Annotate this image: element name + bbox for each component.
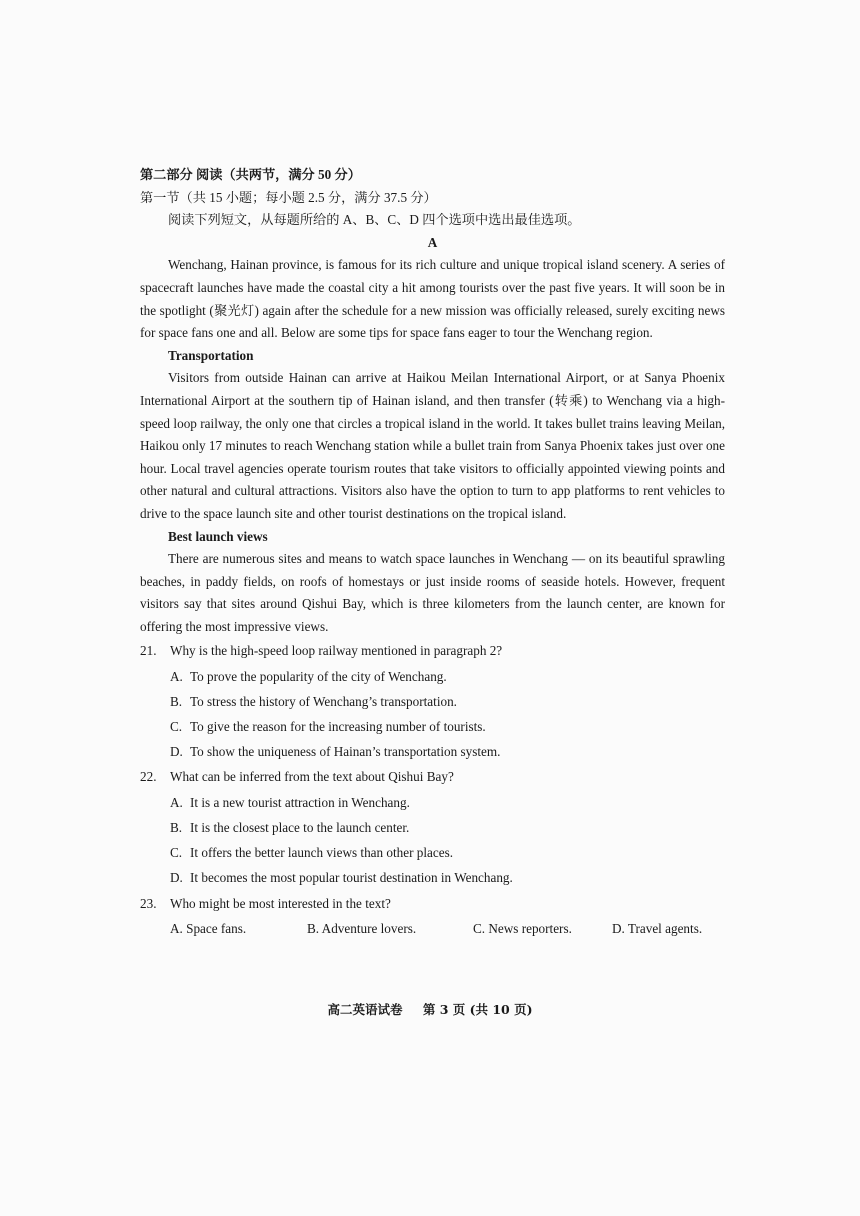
passage-label: A <box>427 234 438 250</box>
option-text: Adventure lovers. <box>321 920 417 936</box>
option-21-c[interactable] <box>140 714 725 739</box>
paragraph-3: There are numerous sites and means to watch space launches in Wenchang — on its beautiful sprawling beaches, in paddy fields, on roofs of homestays or just inside rooms of seaside hotels. However, frequent visitors say that sites around Qishui Bay, which is three kilometers from the launch center, are known for offering the most impressive views. <box>140 551 725 634</box>
option-text: News reporters. <box>488 920 572 936</box>
option-letter: D. <box>612 920 625 936</box>
question-text: Why is the high-speed loop railway mentioned in paragraph 2? <box>170 643 503 659</box>
option-letter: C. <box>473 920 486 936</box>
option-22-d[interactable] <box>140 865 725 890</box>
option-text: Travel agents. <box>627 920 703 936</box>
paragraph-1: Wenchang, Hainan province, is famous for its rich culture and unique tropical island scenery. A series of spacecraft launches have made the coastal city a hit among tourists over the past five years. It will soon be in the spotlight (聚光灯) again after the schedule for a new mission was officially released, surely exciting news for space fans one and all. Below are some tips for space fans eager to tour the Wenchang region. <box>140 257 725 341</box>
option-23-a[interactable] <box>170 916 246 941</box>
question-text: What can be inferred from the text about Qishui Bay? <box>170 769 454 785</box>
option-text: It is the closest place to the launch center. <box>190 819 410 835</box>
paragraph-2: Visitors from outside Hainan can arrive at Haikou Meilan International Airport, or at Sanya Phoenix International Airport at the southern tip of Hainan island, and then transfer (转乘) to Wenchang via a high-speed loop railway, the only one that circles a tropical island in the world. It takes bullet trains leaving Meilan, Haikou only 17 minutes to reach Wenchang station while a bullet train from Sanya Phoenix takes just over one hour. Local travel agencies operate tourism routes that take visitors to officially appointed viewing points and other natural and cultural attractions. Visitors also have the option to turn to app platforms to rent vehicles to drive to the space launch site and other tourist destinations on the tropical island. <box>140 370 725 521</box>
subheading-transportation: Transportation <box>168 347 254 363</box>
options-23 <box>140 916 725 941</box>
option-21-b[interactable] <box>140 689 725 714</box>
option-text: To prove the popularity of the city of Wenchang. <box>190 668 447 684</box>
option-letter: B. <box>170 819 183 835</box>
reading-section <box>140 164 725 941</box>
option-letter: D. <box>170 744 183 760</box>
question-number: 21. <box>140 643 157 659</box>
option-text: It offers the better launch views than other places. <box>190 845 454 861</box>
option-text: To stress the history of Wenchang’s transportation. <box>190 693 457 709</box>
option-letter: C. <box>170 719 183 735</box>
section-header: 第二部分 阅读（共两节，满分 50 分） <box>140 167 361 182</box>
option-23-d[interactable] <box>612 916 702 941</box>
question-number: 22. <box>140 769 157 785</box>
option-letter: A. <box>170 794 183 810</box>
question-text: Who might be most interested in the text? <box>170 895 391 911</box>
option-21-a[interactable] <box>140 664 725 689</box>
option-22-a[interactable] <box>140 790 725 815</box>
option-text: It is a new tourist attraction in Wenchang. <box>190 794 410 810</box>
exam-name: 高二英语试卷 <box>327 1002 403 1017</box>
question-22 <box>140 764 725 789</box>
option-22-c[interactable] <box>140 840 725 865</box>
option-letter: B. <box>307 920 320 936</box>
option-text: To give the reason for the increasing number of tourists. <box>190 719 486 735</box>
instructions: 阅读下列短文，从每题所给的 A、B、C、D 四个选项中选出最佳选项。 <box>168 212 581 228</box>
option-letter: A. <box>170 668 183 684</box>
option-text: It becomes the most popular tourist destination in Wenchang. <box>190 870 513 886</box>
option-23-b[interactable] <box>307 916 416 941</box>
option-text: Space fans. <box>186 920 247 936</box>
option-22-b[interactable] <box>140 815 725 840</box>
page-footer <box>0 1000 860 1018</box>
option-letter: B. <box>170 693 183 709</box>
option-text: To show the uniqueness of Hainan’s transportation system. <box>190 744 501 760</box>
question-23 <box>140 891 725 916</box>
option-21-d[interactable] <box>140 739 725 764</box>
option-23-c[interactable] <box>473 916 572 941</box>
option-letter: C. <box>170 845 183 861</box>
page-info: 第 3 页 (共 10 页) <box>422 1002 533 1017</box>
subheading-launch-views: Best launch views <box>168 528 268 544</box>
option-letter: A. <box>170 920 183 936</box>
subsection-header: 第一节（共 15 小题；每小题 2.5 分，满分 37.5 分） <box>140 189 437 205</box>
question-number: 23. <box>140 895 157 911</box>
option-letter: D. <box>170 870 183 886</box>
question-21 <box>140 638 725 663</box>
